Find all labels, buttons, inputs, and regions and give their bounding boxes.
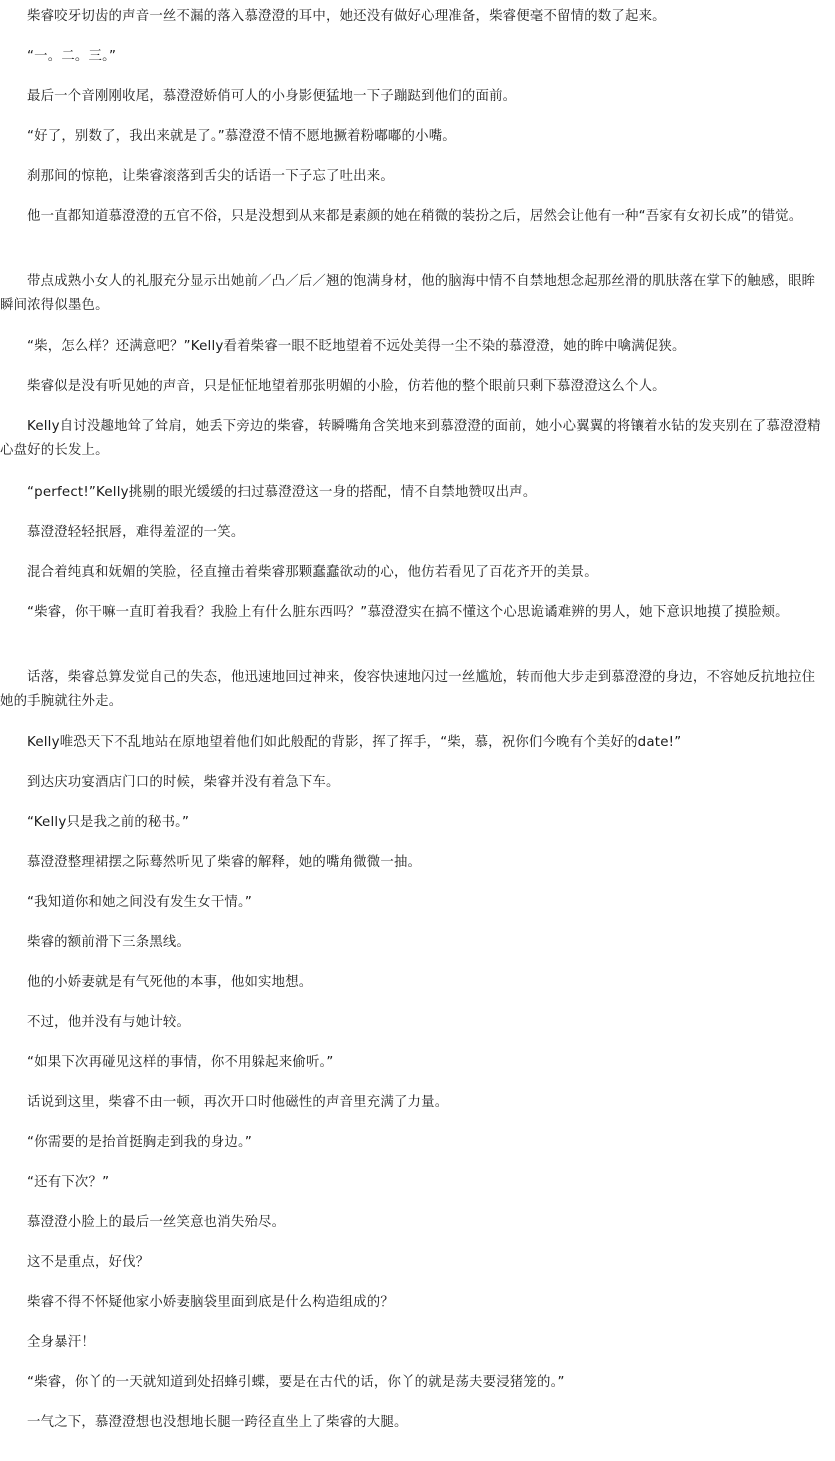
paragraph: “一。二。三。” [27, 49, 117, 64]
paragraph: “柴睿，你干嘛一直盯着我看？我脸上有什么脏东西吗？”慕澄澄实在搞不懂这个心思诡谲难辨的男人，她下意识地摸了摸脸颊。 [27, 605, 789, 620]
paragraph: 最后一个音刚刚收尾，慕澄澄娇俏可人的小身影便猛地一下子蹦跶到他们的面前。 [27, 89, 517, 104]
paragraph: 话落，柴睿总算发觉自己的失态，他迅速地回过神来，俊容快速地闪过一丝尴尬，转而他大步走到慕澄澄的身边，不容她反抗地拉住她的手腕就往外走。 [0, 670, 816, 709]
paragraph: 混合着纯真和妩媚的笑脸，径直撞击着柴睿那颗蠢蠢欲动的心，他仿若看见了百花齐开的美景。 [27, 565, 598, 580]
paragraph: 柴睿咬牙切齿的声音一丝不漏的落入慕澄澄的耳中，她还没有做好心理准备，柴睿便毫不留情的数了起来。 [27, 9, 666, 24]
paragraph: 一气之下，慕澄澄想也没想地长腿一跨径直坐上了柴睿的大腿。 [27, 1415, 408, 1430]
paragraph: 他一直都知道慕澄澄的五官不俗，只是没想到从来都是素颜的她在稍微的装扮之后，居然会让他有一种“吾家有女初长成”的错觉。 [27, 209, 803, 224]
paragraph: “perfect!”Kelly挑剔的眼光缓缓的扫过慕澄澄这一身的搭配，情不自禁地赞叹出声。 [27, 485, 537, 500]
paragraph: 柴睿的额前滑下三条黑线。 [27, 935, 191, 950]
paragraph: Kelly唯恐天下不乱地站在原地望着他们如此般配的背影，挥了挥手，“柴，慕，祝你们今晚有个美好的date!” [27, 735, 682, 750]
paragraph: 慕澄澄轻轻抿唇，难得羞涩的一笑。 [27, 525, 245, 540]
paragraph: 慕澄澄整理裙摆之际蓦然听见了柴睿的解释，她的嘴角微微一抽。 [27, 855, 422, 870]
paragraph: 到达庆功宴酒店门口的时候，柴睿并没有着急下车。 [27, 775, 340, 790]
paragraph: “柴睿，你丫的一天就知道到处招蜂引蝶，要是在古代的话，你丫的就是荡夫要浸猪笼的。” [27, 1375, 565, 1390]
paragraph: 柴睿不得不怀疑他家小娇妻脑袋里面到底是什么构造组成的？ [27, 1295, 394, 1310]
paragraph: 带点成熟小女人的礼服充分显示出她前／凸／后／翘的饱满身材，他的脑海中情不自禁地想念起那丝滑的肌肤落在掌下的触感，眼眸瞬间浓得似墨色。 [0, 274, 816, 313]
paragraph: 不过，他并没有与她计较。 [27, 1015, 191, 1030]
paragraph: 柴睿似是没有听见她的声音，只是怔怔地望着那张明媚的小脸，仿若他的整个眼前只剩下慕澄澄这么个人。 [27, 379, 666, 394]
paragraph: 慕澄澄小脸上的最后一丝笑意也消失殆尽。 [27, 1215, 286, 1230]
paragraph: 话说到这里，柴睿不由一顿，再次开口时他磁性的声音里充满了力量。 [27, 1095, 449, 1110]
paragraph: “如果下次再碰见这样的事情，你不用躲起来偷听。” [27, 1055, 334, 1070]
paragraph: “好了，别数了，我出来就是了。”慕澄澄不情不愿地撅着粉嘟嘟的小嘴。 [27, 129, 456, 144]
paragraph: 刹那间的惊艳，让柴睿滚落到舌尖的话语一下子忘了吐出来。 [27, 169, 394, 184]
paragraph: “柴，怎么样？还满意吧？”Kelly看着柴睿一眼不眨地望着不远处美得一尘不染的慕澄澄，她的眸中噙满促狭。 [27, 339, 686, 354]
paragraph: “Kelly只是我之前的秘书。” [27, 815, 190, 830]
paragraph: “还有下次？” [27, 1175, 110, 1190]
paragraph: “你需要的是抬首挺胸走到我的身边。” [27, 1135, 253, 1150]
paragraph: 全身暴汗！ [27, 1335, 95, 1350]
paragraph: 这不是重点，好伐？ [27, 1255, 150, 1270]
paragraph: “我知道你和她之间没有发生女干情。” [27, 895, 253, 910]
paragraph: Kelly自讨没趣地耸了耸肩，她丢下旁边的柴睿，转瞬嘴角含笑地来到慕澄澄的面前，她小心翼翼的将镶着水钻的发夹别在了慕澄澄精心盘好的长发上。 [0, 419, 821, 458]
paragraph: 他的小娇妻就是有气死他的本事，他如实地想。 [27, 975, 313, 990]
